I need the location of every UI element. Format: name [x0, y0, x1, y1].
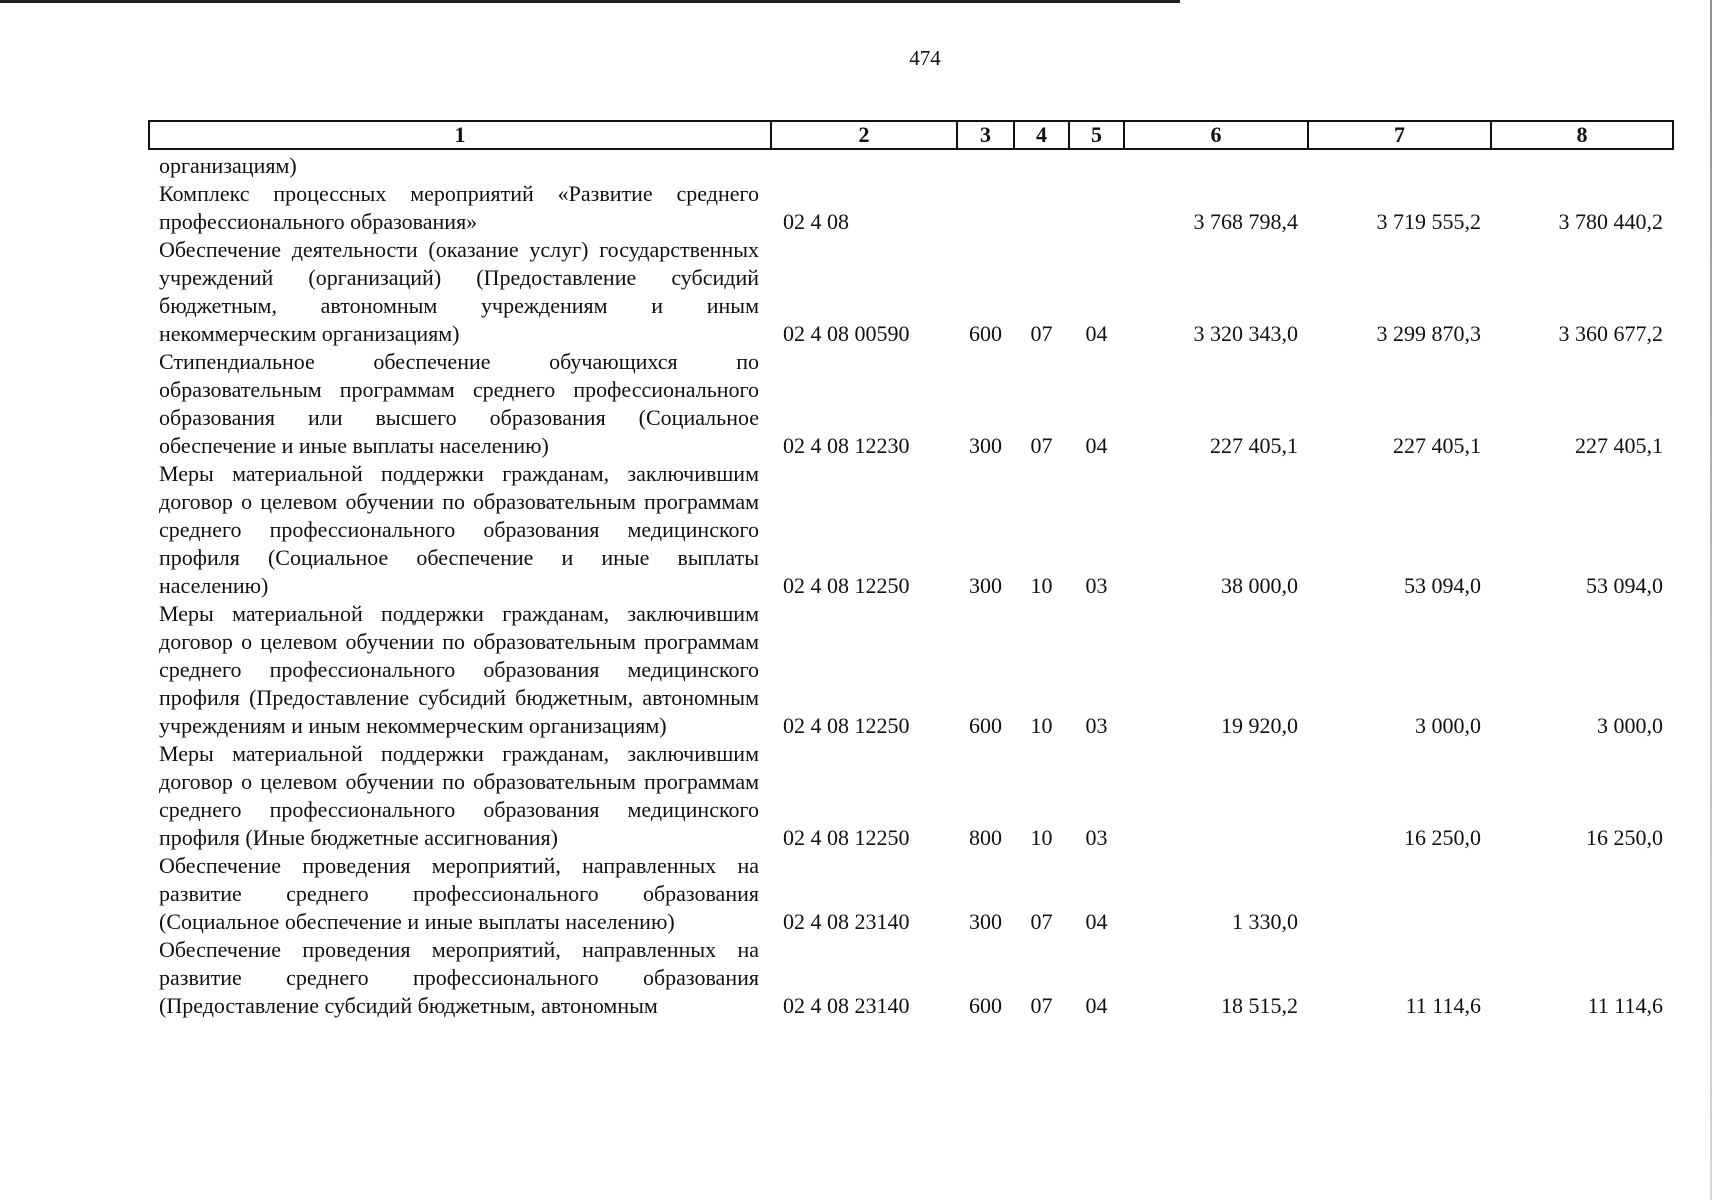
- table-row: [149, 236, 1673, 348]
- cell-target-code: 02 4 08 23140: [783, 993, 910, 1018]
- cell-amount-col-8: 53 094,0: [1586, 573, 1663, 598]
- table-header: [149, 121, 1673, 149]
- cell-amount-col-6: 3 768 798,4: [1193, 209, 1298, 234]
- cell-amount-col-6: [1124, 149, 1308, 180]
- cell-amount-col-8: 3 000,0: [1597, 713, 1663, 738]
- cell-description: Комплекс процессных мероприятий «Развитие среднего профессионального образования»: [159, 181, 759, 234]
- cell-expense-type: 600: [969, 321, 1002, 346]
- cell-subsection: 04: [1085, 321, 1108, 346]
- cell-expense-type: 300: [969, 909, 1002, 934]
- cell-target-code: 02 4 08 12230: [783, 433, 910, 458]
- cell-amount-col-8: 16 250,0: [1586, 825, 1663, 850]
- cell-target-code: 02 4 08 12250: [783, 573, 910, 598]
- budget-table-container: [148, 120, 1672, 1020]
- cell-section: 10: [1030, 713, 1053, 738]
- cell-subsection: 03: [1085, 573, 1108, 598]
- cell-subsection: [1069, 180, 1124, 236]
- cell-amount-col-6: 19 920,0: [1221, 713, 1298, 738]
- cell-subsection: 04: [1085, 433, 1108, 458]
- cell-amount-col-7: 227 405,1: [1393, 433, 1481, 458]
- budget-table: [148, 120, 1674, 1020]
- cell-amount-col-8: 11 114,6: [1587, 993, 1663, 1018]
- cell-expense-type: [957, 180, 1014, 236]
- cell-amount-col-7: 3 299 870,3: [1376, 321, 1481, 346]
- cell-amount-col-6: 3 320 343,0: [1193, 321, 1298, 346]
- cell-amount-col-8: [1491, 852, 1673, 936]
- cell-amount-col-6: 1 330,0: [1232, 909, 1298, 934]
- cell-section: 07: [1030, 909, 1053, 934]
- cell-amount-col-6: 38 000,0: [1221, 573, 1298, 598]
- table-row: [149, 936, 1673, 1020]
- cell-amount-col-7: 3 000,0: [1415, 713, 1481, 738]
- header-col-6: 6: [1124, 121, 1308, 149]
- cell-section: [1014, 180, 1069, 236]
- cell-target-code: 02 4 08 12250: [783, 825, 910, 850]
- cell-description: Обеспечение проведения мероприятий, направленных на развитие среднего профессионального образования (Социальное обеспечение и иные выплаты населению): [159, 853, 759, 934]
- table-row: [149, 348, 1673, 460]
- table-row: [149, 600, 1673, 740]
- cell-amount-col-7: 53 094,0: [1404, 573, 1481, 598]
- header-col-1: 1: [149, 121, 771, 149]
- cell-target-code: 02 4 08 12250: [783, 713, 910, 738]
- cell-target-code: [771, 149, 957, 180]
- header-col-3: 3: [957, 121, 1014, 149]
- cell-amount-col-8: 3 360 677,2: [1558, 321, 1663, 346]
- cell-expense-type: 800: [969, 825, 1002, 850]
- table-body: [149, 149, 1673, 1020]
- cell-subsection: [1069, 149, 1124, 180]
- cell-section: 07: [1030, 993, 1053, 1018]
- cell-amount-col-8: 227 405,1: [1575, 433, 1663, 458]
- scan-right-edge: [1710, 0, 1712, 1200]
- cell-amount-col-7: [1308, 149, 1491, 180]
- cell-amount-col-6: 18 515,2: [1221, 993, 1298, 1018]
- page-number: 474: [909, 46, 941, 70]
- cell-subsection: 03: [1085, 713, 1108, 738]
- cell-description: Обеспечение деятельности (оказание услуг) государственных учреждений (организаций) (Предоставление субсидий бюджетным, автономным учреждениям и иным некоммерческим организациям): [159, 237, 759, 346]
- cell-section: 10: [1030, 825, 1053, 850]
- cell-amount-col-7: 11 114,6: [1405, 993, 1481, 1018]
- cell-section: 10: [1030, 573, 1053, 598]
- cell-expense-type: [957, 149, 1014, 180]
- table-row: [149, 852, 1673, 936]
- cell-section: 07: [1030, 321, 1053, 346]
- cell-description: Меры материальной поддержки гражданам, заключившим договор о целевом обучении по образовательным программам среднего профессионального образования медицинского профиля (Предоставление субсидий бюджетным, автономным учреждениям и иным некоммерческим организациям): [159, 601, 759, 738]
- cell-description: Стипендиальное обеспечение обучающихся по образовательным программам среднего профессионального образования или высшего образования (Социальное обеспечение и иные выплаты населению): [159, 349, 759, 458]
- cell-target-code: 02 4 08 23140: [783, 909, 910, 934]
- table-row: [149, 740, 1673, 852]
- cell-expense-type: 600: [969, 713, 1002, 738]
- cell-amount-col-6: 227 405,1: [1210, 433, 1298, 458]
- cell-amount-col-7: [1308, 852, 1491, 936]
- cell-description: Меры материальной поддержки гражданам, заключившим договор о целевом обучении по образовательным программам среднего профессионального образования медицинского профиля (Социальное обеспечение и иные выплаты населению): [159, 461, 759, 598]
- cell-amount-col-8: 3 780 440,2: [1558, 209, 1663, 234]
- cell-subsection: 04: [1085, 909, 1108, 934]
- cell-subsection: 04: [1085, 993, 1108, 1018]
- table-row: [149, 180, 1673, 236]
- header-col-8: 8: [1491, 121, 1673, 149]
- header-col-7: 7: [1308, 121, 1491, 149]
- cell-description: Меры материальной поддержки гражданам, заключившим договор о целевом обучении по образовательным программам среднего профессионального образования медицинского профиля (Иные бюджетные ассигнования): [159, 741, 759, 850]
- header-col-5: 5: [1069, 121, 1124, 149]
- cell-amount-col-8: [1491, 149, 1673, 180]
- cell-amount-col-7: 3 719 555,2: [1376, 209, 1481, 234]
- cell-section: [1014, 149, 1069, 180]
- cell-amount-col-6: [1124, 740, 1308, 852]
- header-row: [149, 121, 1673, 149]
- cell-section: 07: [1030, 433, 1053, 458]
- cell-target-code: 02 4 08: [783, 209, 849, 234]
- cell-subsection: 03: [1085, 825, 1108, 850]
- cell-expense-type: 300: [969, 573, 1002, 598]
- table-row: [149, 149, 1673, 180]
- cell-expense-type: 600: [969, 993, 1002, 1018]
- scan-top-border: [0, 0, 1180, 3]
- cell-description: Обеспечение проведения мероприятий, направленных на развитие среднего профессионального образования (Предоставление субсидий бюджетным, автономным: [159, 937, 759, 1018]
- cell-amount-col-7: 16 250,0: [1404, 825, 1481, 850]
- cell-target-code: 02 4 08 00590: [783, 321, 910, 346]
- cell-description: организациям): [159, 153, 297, 178]
- header-col-2: 2: [771, 121, 957, 149]
- cell-expense-type: 300: [969, 433, 1002, 458]
- table-row: [149, 460, 1673, 600]
- header-col-4: 4: [1014, 121, 1069, 149]
